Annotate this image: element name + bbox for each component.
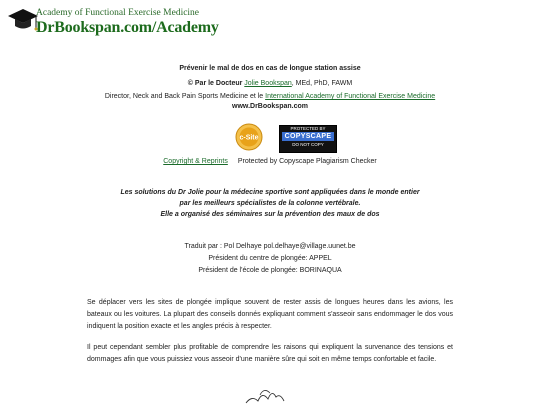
copyscape-badge[interactable] (279, 125, 337, 153)
affiliation (0, 93, 540, 100)
csite-badge-icon[interactable] (231, 123, 267, 151)
copyscape-brand: COPYSCAPE (282, 132, 334, 141)
byline (0, 80, 540, 87)
president-appel-line: Président du centre de plongée: APPEL (208, 255, 332, 262)
site-header[interactable] (6, 6, 246, 38)
quote-line: Les solutions du Dr Jolie pour la médecine sportive sont appliquées dans le monde entier (120, 189, 420, 196)
body-paragraph: Il peut cependant sembler plus profitable de comprendre les raisons qui expliquent la survenance des tensions et dommages afin que vous puissiez vous asseoir d'une manière sûre qui soit en même temps confortable et facile. (87, 344, 453, 363)
affiliation-prefix: Director, Neck and Back Pain Sports Medicine et le (104, 93, 266, 100)
academy-link[interactable]: International Academy of Functional Exercise Medicine (265, 93, 436, 100)
translator-line: Traduit par : Pol Delhaye pol.delhaye@village.uunet.be (184, 243, 356, 250)
copyscape-top-text: PROTECTED BY (290, 126, 326, 131)
article-title: Prévenir le mal de dos en cas de longue station assise (179, 65, 361, 72)
academy-name: Academy of Functional Exercise Medicine (36, 8, 200, 18)
site-logo-text[interactable]: DrBookspan.com/Academy (36, 19, 219, 36)
copyscape-bottom-text: DO NOT COPY (292, 142, 324, 147)
quote-line: par les meilleurs spécialistes de la colonne vertébrale. (179, 200, 361, 207)
quote-line: Elle a organisé des séminaires sur la prévention des maux de dos (160, 211, 380, 218)
copyscape-protected-text: Protected by Copyscape Plagiarism Checker (237, 158, 377, 165)
president-borinaqua-line: Président de l'école de plongée: BORINAQUA (198, 267, 342, 274)
body-paragraph: Se déplacer vers les sites de plongée implique souvent de rester assis de longues heures dans les avions, les bateaux ou les voitures. La plupart des conseils donnés expliquant comment s'asseoir sans endommager le dos vous indiquent la position exacte et les angles précis à respecter. (87, 299, 453, 330)
intro-quote (0, 187, 540, 220)
copyright-row (0, 158, 540, 165)
byline-suffix: , MEd, PhD, FAWM (291, 80, 353, 87)
csite-label: c-Site (239, 134, 259, 142)
author-link[interactable]: Jolie Bookspan (244, 80, 292, 87)
translation-credits (0, 241, 540, 277)
graduation-cap-icon (6, 6, 40, 36)
website-text: www.DrBookspan.com (232, 103, 308, 110)
badge-row (231, 123, 391, 151)
sketch-illustration (238, 385, 298, 405)
byline-prefix: © Par le Docteur (187, 80, 245, 87)
copyright-link[interactable]: Copyright & Reprints (163, 158, 228, 165)
